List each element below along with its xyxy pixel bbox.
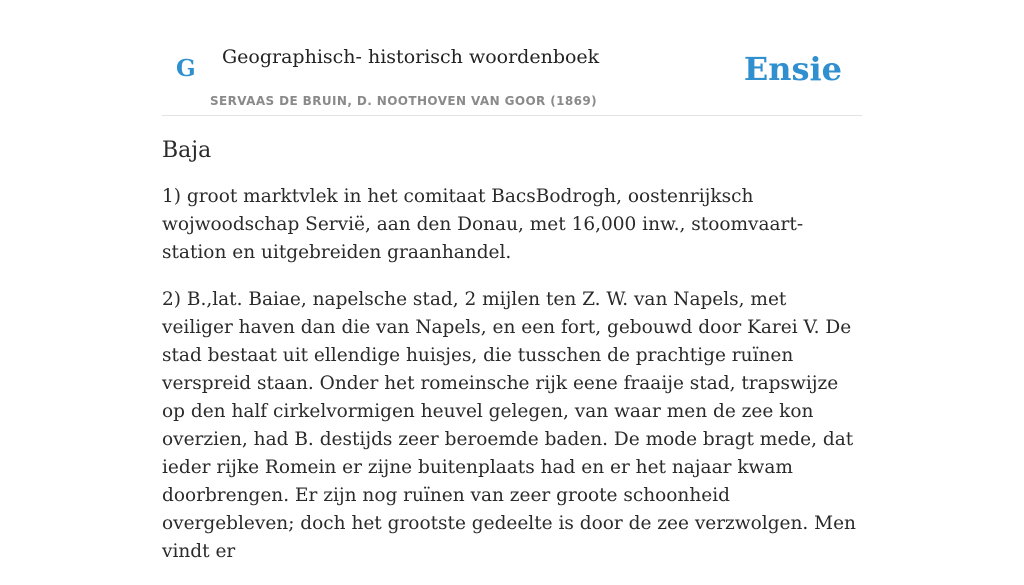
entry-content — [162, 138, 862, 585]
book-letter-link[interactable]: G — [176, 55, 196, 82]
entry-paragraph-1: 1) groot marktvlek in het comitaat BacsBodrogh, oostenrijksch wojwoodschap Servië, aan den Donau, met 16,000 inw., stoomvaart-station en uitgebreiden graanhandel. — [162, 186, 804, 263]
book-title[interactable]: Geographisch- historisch woordenboek — [222, 46, 600, 68]
entry-paragraph-2: 2) B.,lat. Baiae, napelsche stad, 2 mijlen ten Z. W. van Napels, met veiliger haven dan die van Napels, en een fort, gebouwd door Karei V. De stad bestaat uit ellendige huisjes, die tusschen de prachtige ruïnen verspreid staan. Onder het romeinsche rijk eene fraaije stad, trapswijze op den half cirkelvormigen heuvel gelegen, van waar men de zee kon overzien, had B. destijds zeer beroemde baden. De mode bragt mede, dat ieder rijke Romein er zijne buitenplaats had en er het najaar kwam doorbrengen. Er zijn nog ruïnen van zeer groote schoonheid overgebleven; doch het grootste gedeelte is door de zee verzwolgen. Men vindt er — [162, 289, 856, 562]
entry-title: Baja — [162, 138, 212, 163]
book-header — [162, 40, 862, 116]
book-authors: SERVAAS DE BRUIN, D. NOOTHOVEN VAN GOOR (1869) — [210, 94, 598, 108]
ensie-logo-link[interactable]: Ensie — [743, 50, 842, 88]
